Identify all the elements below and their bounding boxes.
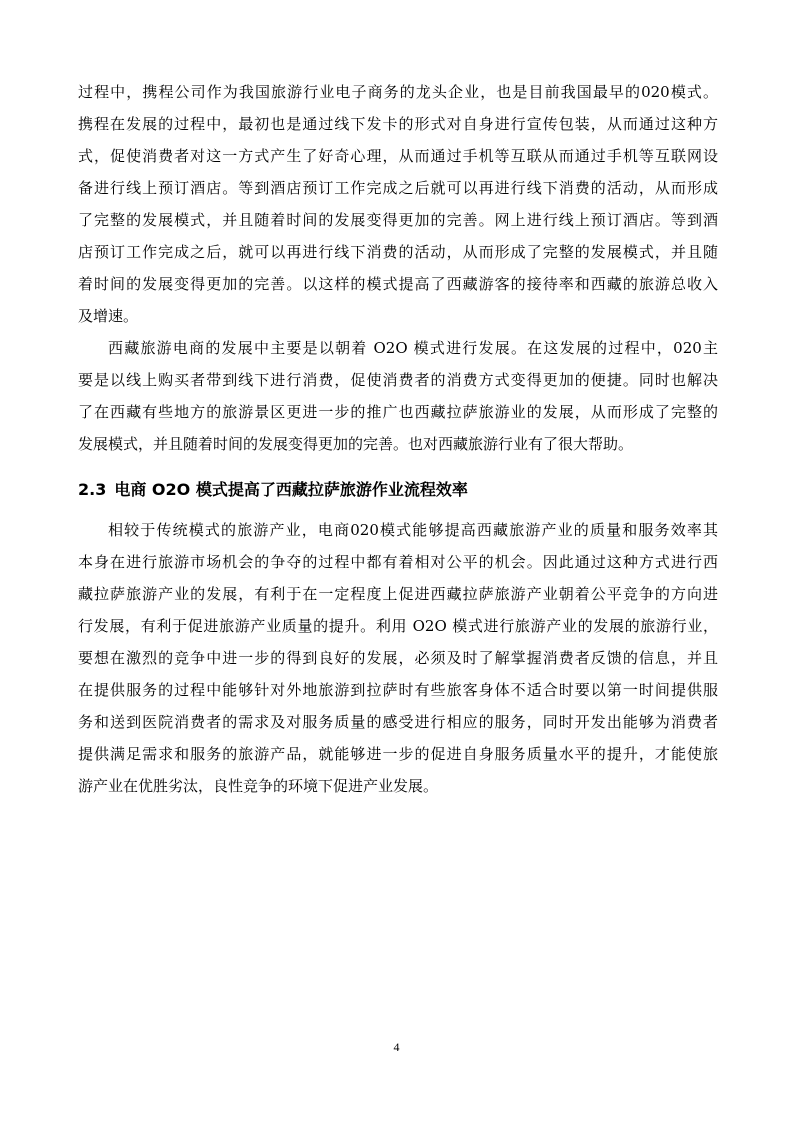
text-line: 了在西藏有些地方的旅游景区更进一步的推广也西藏拉萨旅游业的发展，从而形成了完整的: [78, 403, 718, 421]
text-line: 过程中，携程公司作为我国旅游行业电子商务的龙头企业，也是目前我国最早的020模式。: [78, 83, 718, 101]
text-line: 式，促使消费者对这一方式产生了好奇心理，从而通过手机等互联从而通过手机等互联网设: [78, 147, 718, 165]
text-line: 了完整的发展模式，并且随着时间的发展变得更加的完善。网上进行线上预订酒店。等到酒: [78, 211, 718, 229]
paragraph-2: [78, 332, 718, 460]
text-line: 及增速。: [78, 307, 139, 325]
text-line: 行发展，有利于促进旅游产业质量的提升。利用 O2O 模式进行旅游产业的发展的旅游行业，: [78, 617, 718, 635]
text-line: 要想在激烈的竞争中进一步的得到良好的发展，必须及时了解掌握消费者反馈的信息，并且: [78, 649, 718, 667]
paragraph-3: [78, 514, 718, 802]
text-line: 要是以线上购买者带到线下进行消费，促使消费者的消费方式变得更加的便捷。同时也解决: [78, 371, 718, 389]
section-title: 电商 O2O 模式提高了西藏拉萨旅游作业流程效率: [114, 480, 468, 499]
text-line: 本身在进行旅游市场机会的争夺的过程中都有着相对公平的机会。因此通过这种方式进行西: [78, 553, 718, 571]
section-heading: [78, 466, 718, 514]
text-line: 游产业在优胜劣汰，良性竞争的环境下促进产业发展。: [78, 777, 439, 795]
section-number: 2.3: [78, 480, 107, 499]
text-line: 提供满足需求和服务的旅游产品，就能够进一步的促进自身服务质量水平的提升，才能使旅: [78, 745, 718, 763]
text-line: 发展模式，并且随着时间的发展变得更加的完善。也对西藏旅游行业有了很大帮助。: [78, 435, 634, 453]
text-line: 藏拉萨旅游产业的发展，有利于在一定程度上促进西藏拉萨旅游产业朝着公平竞争的方向进: [78, 585, 718, 603]
text-line: 相较于传统模式的旅游产业，电商020模式能够提高西藏旅游产业的质量和服务效率其: [108, 521, 718, 539]
paragraph-1: [78, 76, 718, 332]
text-line: 务和送到医院消费者的需求及对服务质量的感受进行相应的服务，同时开发出能够为消费者: [78, 713, 718, 731]
text-line: 店预订工作完成之后，就可以再进行线下消费的活动，从而形成了完整的发展模式，并且随: [78, 243, 718, 261]
document-page: [78, 76, 718, 802]
text-line: 西藏旅游电商的发展中主要是以朝着 O2O 模式进行发展。在这发展的过程中，020主: [108, 339, 718, 357]
text-line: 备进行线上预订酒店。等到酒店预订工作完成之后就可以再进行线下消费的活动，从而形成: [78, 179, 718, 197]
page-number: 4: [393, 1040, 400, 1054]
text-line: 在提供服务的过程中能够针对外地旅游到拉萨时有些旅客身体不适合时要以第一时间提供服: [78, 681, 718, 699]
text-line: 着时间的发展变得更加的完善。以这样的模式提高了西藏游客的接待率和西藏的旅游总收入: [78, 275, 718, 293]
text-line: 携程在发展的过程中，最初也是通过线下发卡的形式对自身进行宣传包装，从而通过这种方: [78, 115, 718, 133]
